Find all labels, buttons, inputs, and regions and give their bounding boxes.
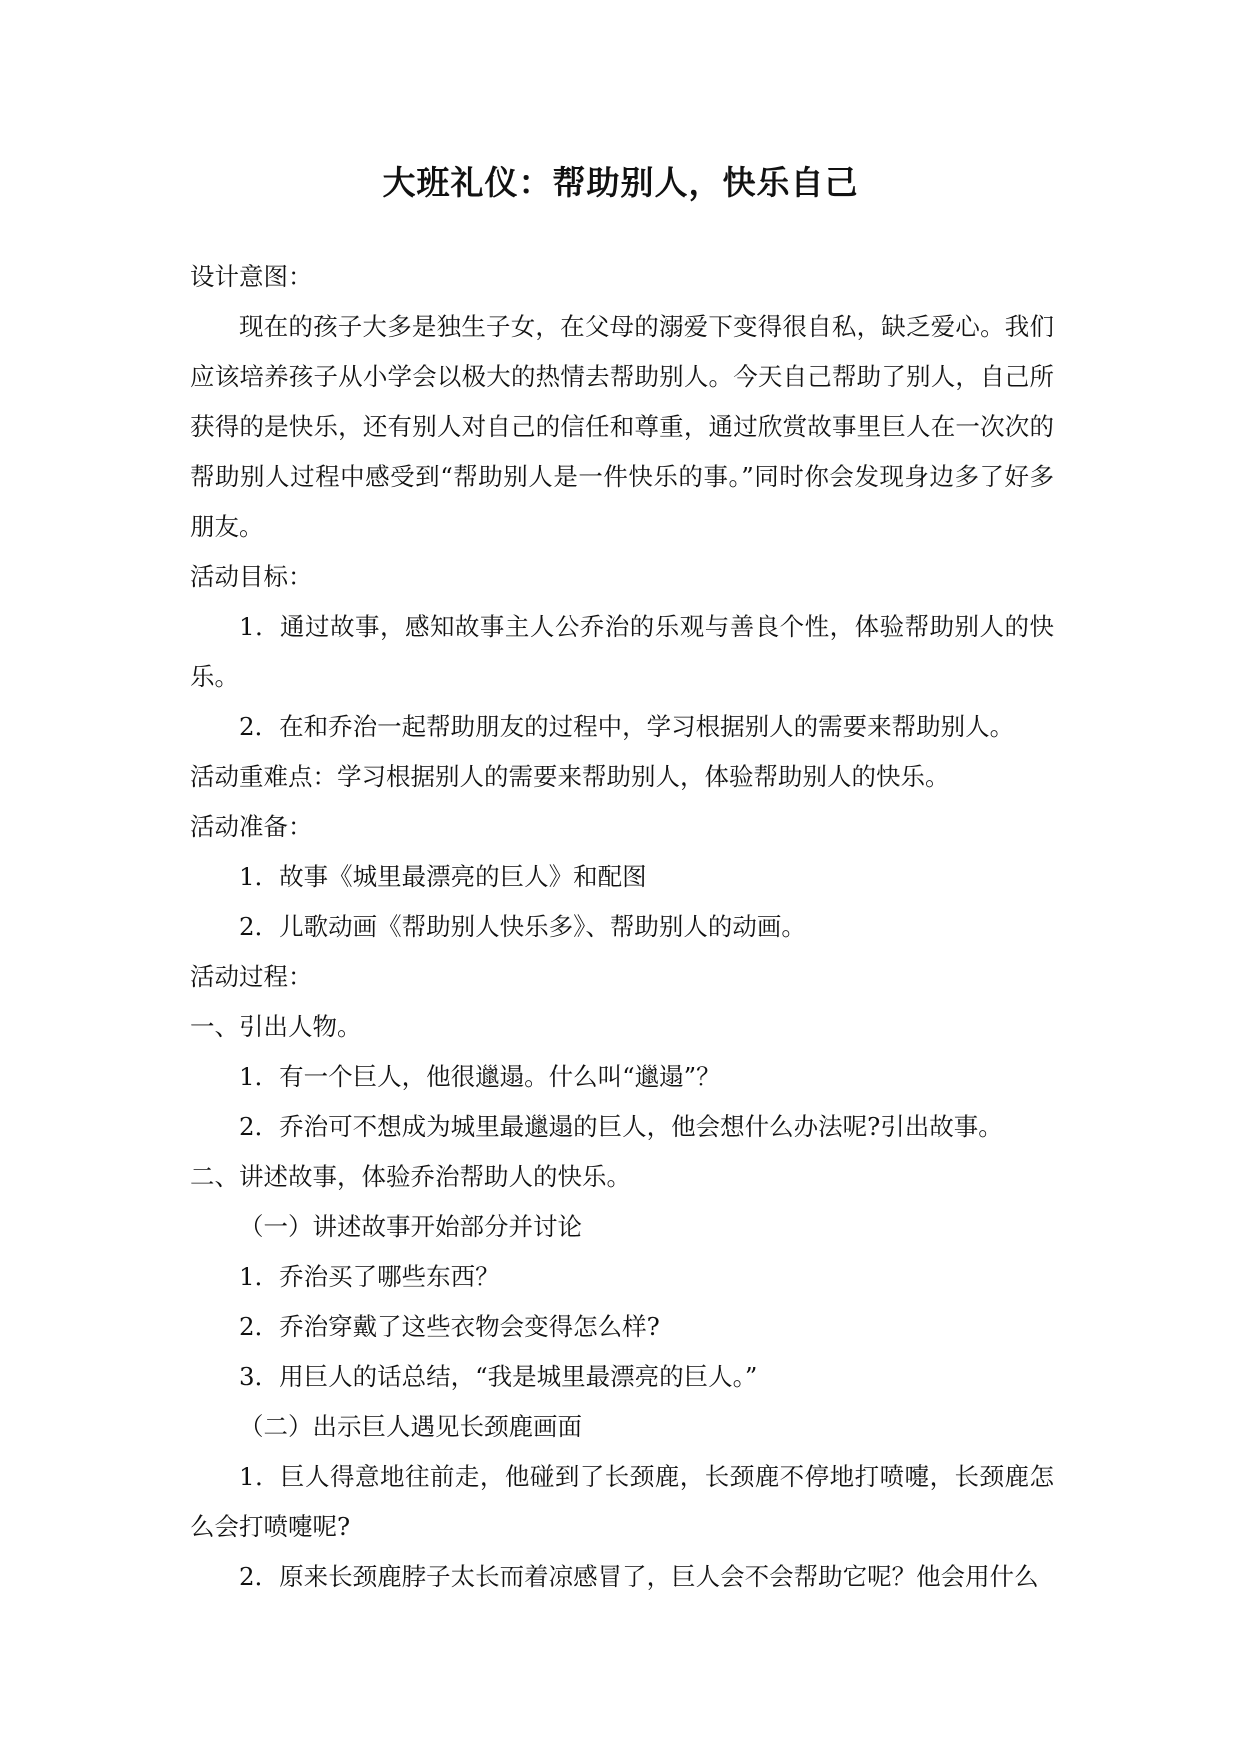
section-heading-process: 活动过程： xyxy=(190,962,313,991)
section-heading-preparation: 活动准备： xyxy=(190,812,313,841)
process-substep-2-item-1: 1．巨人得意地往前走，他碰到了长颈鹿，长颈鹿不停地打喷嚏，长颈鹿怎么会打喷嚏呢? xyxy=(190,1462,1054,1541)
process-substep-1-item-2: 2．乔治穿戴了这些衣物会变得怎么样? xyxy=(239,1312,660,1341)
section-heading-design-intent: 设计意图： xyxy=(190,262,313,291)
process-step-1-item-2: 2．乔治可不想成为城里最邋遢的巨人，他会想什么办法呢?引出故事。 xyxy=(239,1112,1003,1141)
process-substep-1-item-1: 1．乔治买了哪些东西？ xyxy=(239,1262,500,1291)
document-title: 大班礼仪：帮助别人，快乐自己 xyxy=(382,163,859,202)
preparation-item-2: 2．儿歌动画《帮助别人快乐多》、帮助别人的动画。 xyxy=(239,912,806,941)
process-step-1-item-1: 1．有一个巨人，他很邋遢。什么叫“邋遢”？ xyxy=(239,1062,721,1091)
goal-item-1: 1．通过故事，感知故事主人公乔治的乐观与善良个性，体验帮助别人的快乐。 xyxy=(190,612,1054,691)
process-step-2-heading: 二、讲述故事，体验乔治帮助人的快乐。 xyxy=(190,1162,631,1191)
process-substep-1-heading: （一）讲述故事开始部分并讨论 xyxy=(239,1212,582,1241)
section-heading-goals: 活动目标： xyxy=(190,562,313,591)
goal-item-2: 2．在和乔治一起帮助朋友的过程中，学习根据别人的需要来帮助别人。 xyxy=(239,712,1015,741)
process-substep-2-heading: （二）出示巨人遇见长颈鹿画面 xyxy=(239,1412,582,1441)
process-substep-1-item-3: 3．用巨人的话总结，“我是城里最漂亮的巨人。” xyxy=(239,1362,758,1391)
process-step-1-heading: 一、引出人物。 xyxy=(190,1012,362,1041)
document-body xyxy=(190,252,1054,1602)
preparation-item-1: 1．故事《城里最漂亮的巨人》和配图 xyxy=(239,862,647,891)
paragraph-design-intent: 现在的孩子大多是独生子女，在父母的溺爱下变得很自私，缺乏爱心。我们应该培养孩子从小学会以极大的热情去帮助别人。今天自己帮助了别人，自己所获得的是快乐，还有别人对自己的信任和尊重，通过欣赏故事里巨人在一次次的帮助别人过程中感受到“帮助别人是一件快乐的事。”同时你会发现身边多了好多朋友。 xyxy=(190,312,1054,541)
section-key-points: 活动重难点：学习根据别人的需要来帮助别人，体验帮助别人的快乐。 xyxy=(190,762,950,791)
process-substep-2-item-2: 2．原来长颈鹿脖子太长而着凉感冒了，巨人会不会帮助它呢？他会用什么 xyxy=(239,1562,1039,1591)
